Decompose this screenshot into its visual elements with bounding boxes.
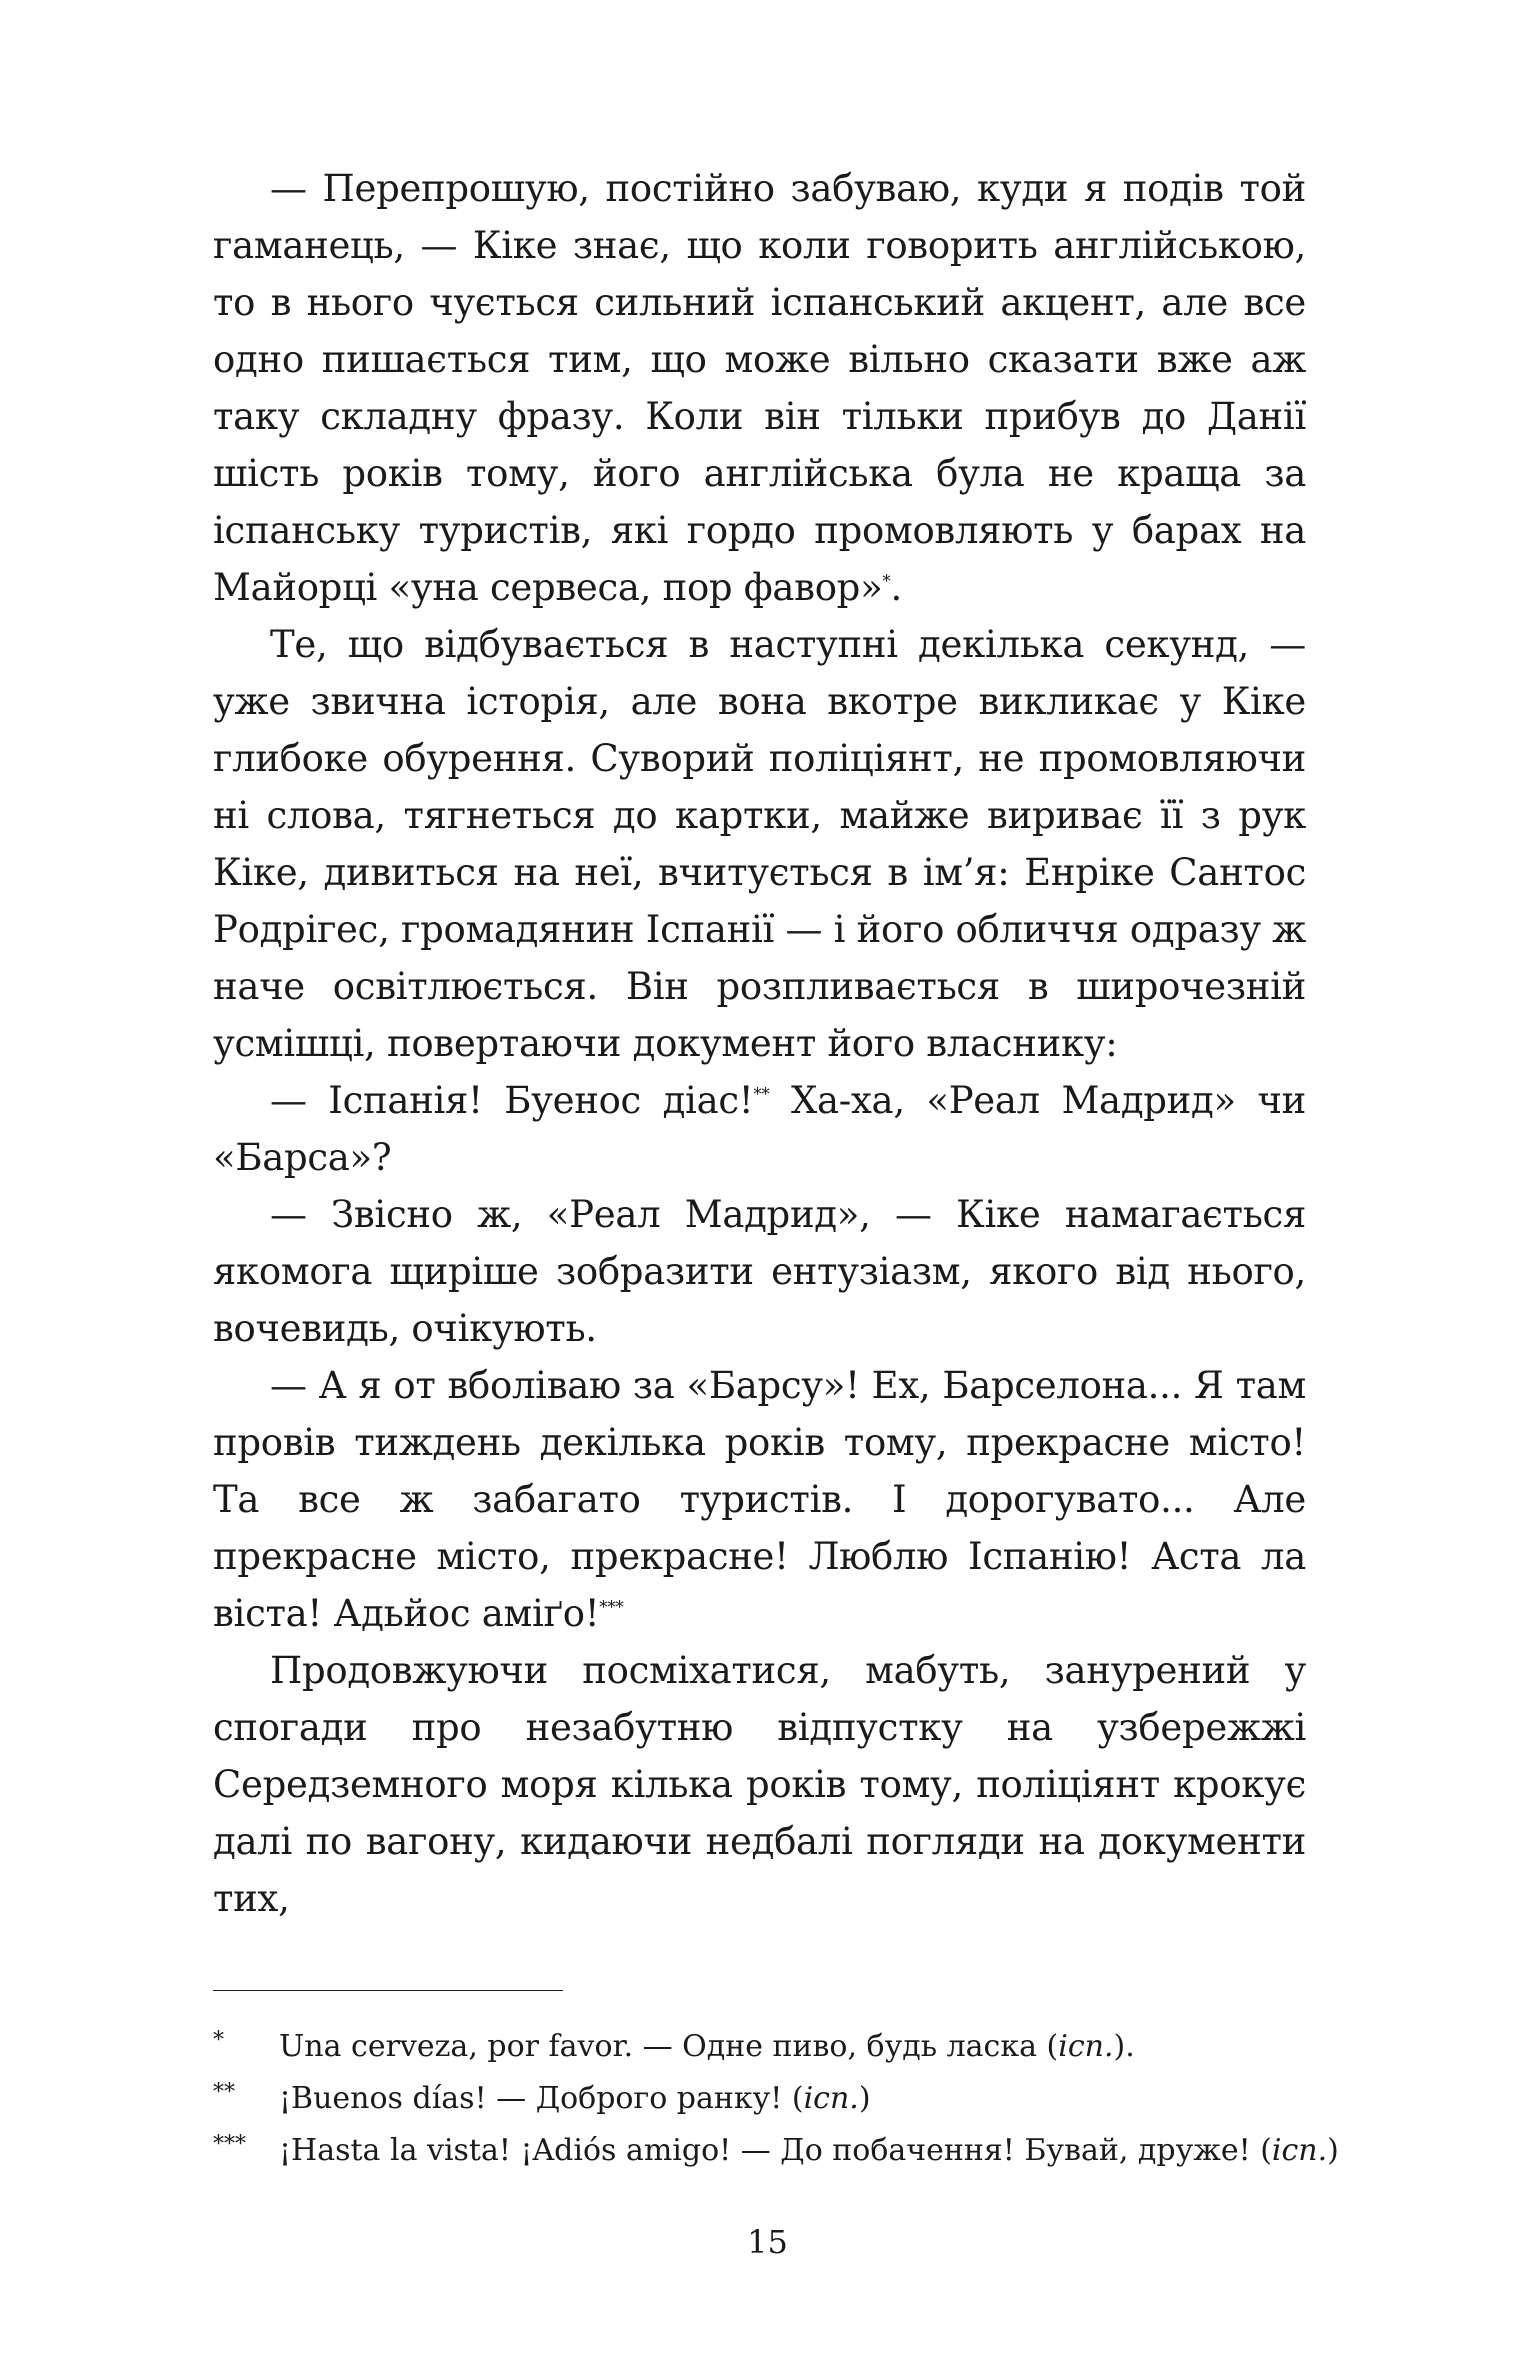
footnote-ref[interactable]: *** (599, 1597, 624, 1617)
paragraph: — А я от вболіваю за «Барсу»! Ех, Барселона... Я там провів тиждень декілька років тому, прекрасне місто! Та все ж забагато туристів. І дорогувато... Але прекрасне місто, прекрасне! Люблю Іспанію! Аста ла віста! Адьйос аміґо!*** (213, 1364, 1306, 1635)
paragraph: — Звісно ж, «Реал Мадрид», — Кіке намагається якомога щиріше зобразити ентузіазм, якого від нього, вочевидь, очікують. (213, 1193, 1306, 1350)
main-text (213, 160, 1306, 1927)
paragraph: — Іспанія! Буенос діас!** Ха-ха, «Реал Мадрид» чи «Барса»? (213, 1079, 1306, 1179)
page-number: 15 (747, 2223, 788, 2261)
paragraph: Продовжуючи посміхатися, мабуть, занурений у спогади про незабутню відпустку на узбережжі Середземного моря кілька років тому, поліціянт крокує далі по вагону, кидаючи недбалі погляди на документи тих, (213, 1649, 1306, 1920)
footnote: *** ¡Hasta la vista! ¡Adiós amigo! — До побачення! Бувай, друже! (ісп.) (213, 2125, 1306, 2177)
footnote-ref[interactable]: * (882, 571, 891, 591)
footnote-mark: ** (213, 2080, 235, 2105)
footnote-mark: * (213, 2028, 224, 2053)
footnote: * Una cerveza, por favor. — Одне пиво, будь ласка (ісп.). (213, 2021, 1306, 2073)
footnote: ** ¡Buenos días! — Доброго ранку! (ісп.) (213, 2073, 1306, 2125)
footnotes (213, 1990, 1339, 2177)
paragraph: Те, що відбувається в наступні декілька секунд, — уже звична історія, але вона вкотре викликає у Кіке глибоке обурення. Суворий поліціянт, не промовляючи ні слова, тягнеться до картки, майже вириває її з рук Кіке, дивиться на неї, вчитується в ім’я: Енріке Сантос Родрігес, громадянин Іспанії — і його обличчя одразу ж наче освітлюється. Він розпливається в широчезній усмішці, повертаючи документ його власнику: (213, 623, 1307, 1065)
footnote-divider (213, 1990, 563, 1991)
footnote-mark: *** (213, 2132, 246, 2157)
paragraph: — Перепрошую, постійно забуваю, куди я подів той гаманець, — Кіке знає, що коли говорить англійською, то в нього чується сильний іспанський акцент, але все одно пишається тим, що може вільно сказати вже аж таку складну фразу. Коли він тільки прибув до Данії шість років тому, його англійська була не краща за іспанську туристів, які гордо промовляють у барах на Майорці «уна сервеса, пор фавор»*. (213, 167, 1306, 609)
footnote-ref[interactable]: ** (753, 1084, 770, 1104)
